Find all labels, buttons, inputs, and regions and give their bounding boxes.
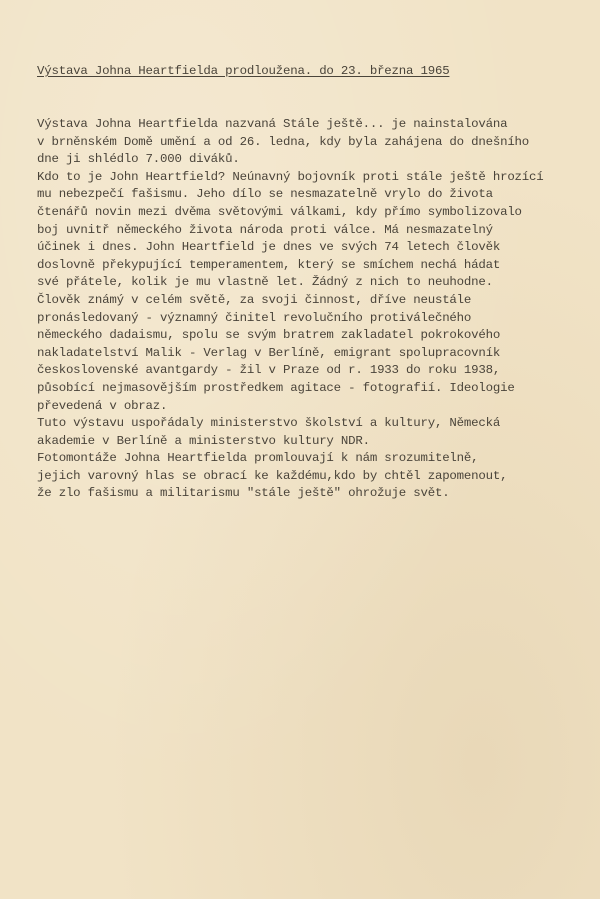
text-line: Tuto výstavu uspořádaly ministerstvo školství a kultury, Německá (37, 416, 501, 431)
document-title: Výstava Johna Heartfielda prodloužena. do 23. března 1965 (37, 64, 450, 78)
text-line: nakladatelství Malik - Verlag v Berlíně, emigrant spolupracovník (37, 345, 501, 360)
text-line: převedená v obraz. (37, 398, 168, 413)
text-line: československé avantgardy - žil v Praze od r. 1933 do roku 1938, (37, 363, 501, 378)
text-line: dne ji shlédlo 7.000 diváků. (37, 152, 240, 167)
text-line: boj uvnitř německého života národa proti válce. Má nesmazatelný (37, 222, 493, 237)
text-line: jejich varovný hlas se obrací ke každému,kdo by chtěl zapomenout, (37, 468, 508, 483)
text-line: účinek i dnes. John Heartfield je dnes ve svých 74 letech člověk (37, 240, 501, 255)
text-line: Fotomontáže Johna Heartfielda promlouvají k nám srozumitelně, (37, 451, 479, 466)
document-body (37, 116, 597, 503)
text-line: Člověk známý v celém světě, za svoji činnost, dříve neustále (37, 292, 472, 307)
text-line: působící nejmasovějším prostředkem agitace - fotografií. Ideologie (37, 380, 515, 395)
text-line: Výstava Johna Heartfielda nazvaná Stále ještě... je nainstalována (37, 117, 508, 131)
text-line: v brněnském Domě umění a od 26. ledna, kdy byla zahájena do dnešního (37, 134, 530, 149)
text-line: Kdo to je John Heartfield? Neúnavný bojovník proti stále ještě hrozící (37, 169, 544, 184)
text-line: doslovně překypující temperamentem, který se smíchem nechá hádat (37, 257, 501, 272)
text-line: pronásledovaný - významný činitel revolučního protiválečného (37, 310, 472, 325)
text-line: německého dadaismu, spolu se svým bratrem zakladatel pokrokového (37, 328, 501, 343)
text-line: že zlo fašismu a militarismu "stále ještě" ohrožuje svět. (37, 486, 450, 501)
text-line: své přátele, kolik je mu vlastně let. Žádný z nich to neuhodne. (37, 275, 493, 290)
text-line: čtenářů novin mezi dvěma světovými válkami, kdy přímo symbolizovalo (37, 204, 522, 219)
text-line: mu nebezpečí fašismu. Jeho dílo se nesmazatelně vrylo do života (37, 187, 493, 202)
text-line: akademie v Berlíně a ministerstvo kultury NDR. (37, 433, 370, 448)
